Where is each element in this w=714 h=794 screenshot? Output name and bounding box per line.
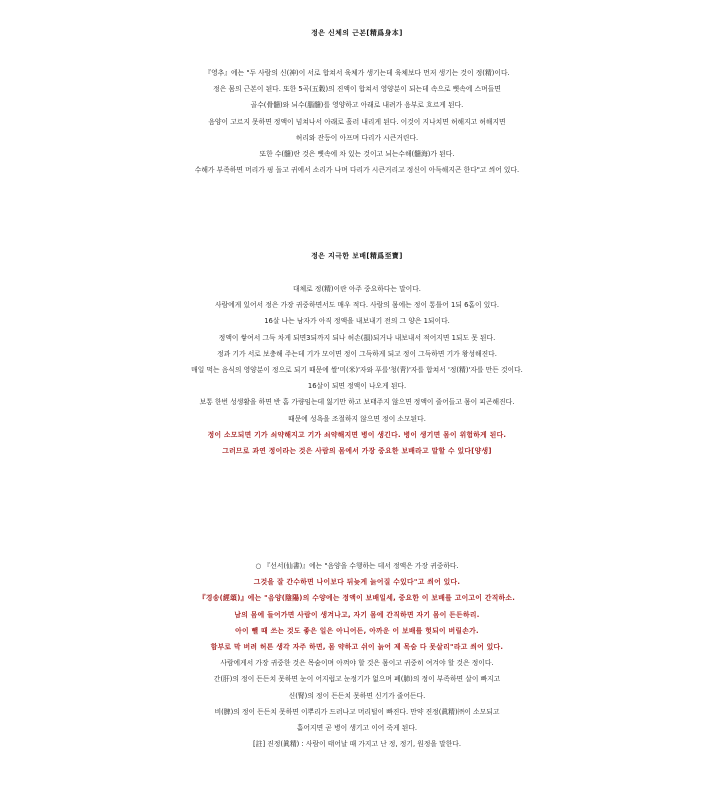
title-bracket: ] [399,252,403,260]
paragraph-line: 음양이 고르지 못하면 정액이 넘쳐나서 아래로 흘러 내리게 된다. 이것이 지나치면 허해지고 허해지면 [208,117,506,126]
paragraph-line: 16살 나는 남자가 아직 정액을 내보내기 전의 그 양은 1되이다. [264,317,450,326]
title-hanja: 精爲身本 [370,29,400,37]
emphasis-line: 함부로 막 버려 허튼 생각 자주 하면, 몸 약하고 쉬이 늙어 제 목숨 다 못살리"라고 씌어 있다. [210,643,504,652]
paragraph-line: 대체로 정(精)이란 아주 중요하다는 말이다. [293,285,421,293]
paragraph-line: 16살이 되면 정액이 나오게 된다. [307,382,407,391]
paragraph-line: 간(肝)의 정이 든든치 못하면 눈이 어지럽고 눈정기가 없으며 폐(肺)의 정이 부족하면 살이 빠지고 [213,675,501,684]
paragraph-line: 정과 기가 서로 보충해 주는데 기가 모이면 정이 그득하게 되고 정이 그득하면 기가 왕성해진다. [217,349,497,358]
paragraph-line: 또한 수(髓)란 것은 뼛속에 차 있는 것이고 뇌는수해(髓海)가 된다. [259,150,455,159]
section-title-essence-treasure [0,250,714,260]
title-bracket: ] [399,29,403,37]
paragraph-line: 정액이 쌓여서 그득 차게 되면3되까지 되나 허손(損)되거나 내보내서 적어지면 1되도 못 된다. [218,333,496,342]
paragraph-line: 매일 먹는 음식의 영양분이 정으로 되기 때문에 쌀'미(米)'자와 푸를'청(靑)'자를 합쳐서 '정(精)'자를 만든 것이다. [191,366,523,375]
paragraph-line: 신(腎)의 정이 든든치 못하면 신기가 줄어든다. [288,691,426,700]
paragraph-line: 사람에게서 가장 귀중한 것은 목숨이며 아껴야 할 것은 몸이고 귀중히 여겨야 할 것은 정이다. [220,659,494,668]
emphasis-line: 남의 몸에 들어가면 사람이 생겨나고, 자기 몸에 간직하면 자기 몸이 든든하리. [234,610,480,619]
paragraph-line: 허리와 잔등이 아프며 다리가 시큰거린다. [295,133,419,142]
footnote-line: [註] 진정(眞精) : 사람이 태어날 때 가지고 난 정, 정기, 원정을 말한다. [253,740,461,749]
emphasis-line: 정이 소모되면 기가 쇠약해지고 기가 쇠약해지면 병이 생긴다. 병이 생기면 몸이 위험하게 된다. [207,430,507,439]
paragraph-line: ○ 『선서(仙書)』에는 "음양을 수행하는 데서 정액은 가장 귀중하다. [255,562,459,570]
paragraph-line: 비(脾)의 정이 든든치 못하면 이뿌리가 드러나고 머리털이 빠진다. 만약 진정(眞精)㈜이 소모되고 [214,707,500,716]
emphasis-line: 『경송(經頌)』에는 "음양(陰陽)의 수양에는 정액이 보배일세, 중요한 이 보배를 고이고이 간직하소. [198,594,516,603]
paragraph-line: 『영추』에는 "두 사람의 신(神)이 서로 합쳐서 육체가 생기는데 육체보다 먼저 생기는 것이 정(精)이다. [204,69,510,77]
section-body-seonseo-quote [0,558,714,752]
title-text: 정은 지극한 보배[ [311,252,370,260]
section-body-essence-treasure [0,281,714,459]
paragraph-line: 정은 몸의 근본이 된다. 또한 5곡(五穀)의 진액이 합쳐서 영양분이 되는데 속으로 뼛속에 스며들면 [213,85,501,94]
paragraph-line: 때문에 성욕을 조절하지 않으면 정이 소모된다. [288,414,426,423]
paragraph-line: 사람에게 있어서 정은 가장 귀중하면서도 매우 적다. 사람의 몸에는 정이 통틀어 1되 6홉이 있다. [215,301,499,310]
paragraph-line: 수해가 부족하면 머리가 핑 돌고 귀에서 소리가 나며 다리가 시큰거리고 정신이 아득해지곤 한다"고 씌어 있다. [194,166,520,175]
paragraph-line: 흩어지면 곧 병이 생기고 이어 죽게 된다. [296,724,418,733]
emphasis-line: 그러므로 과연 정이라는 것은 사람의 몸에서 가장 중요한 보배라고 말할 수 있다[양생] [222,447,492,456]
emphasis-line: 아이 뺄 때 쓰는 것도 좋은 일은 아니어든, 아까운 이 보배를 헛되이 버릴손가. [235,626,479,635]
title-text: 정은 신체의 근본[ [311,29,370,37]
emphasis-line: 그것을 잘 간수하면 나이보다 뒤늦게 늙어질 수있다"고 씌어 있다. [253,578,461,587]
section-body-essence-body-root [0,65,714,178]
paragraph-line: 골수(骨髓)와 뇌수(腦髓)를 영양하고 아래로 내려가 음부로 흐르게 된다. [250,101,464,110]
paragraph-line: 보통 한번 성생활을 하면 반 홉 가량임는데 잃기만 하고 보태주지 않으면 정액이 줄어들고 몸이 피곤해진다. [199,398,515,407]
title-hanja: 精爲至寶 [370,252,400,260]
section-title-essence-body-root [0,27,714,37]
